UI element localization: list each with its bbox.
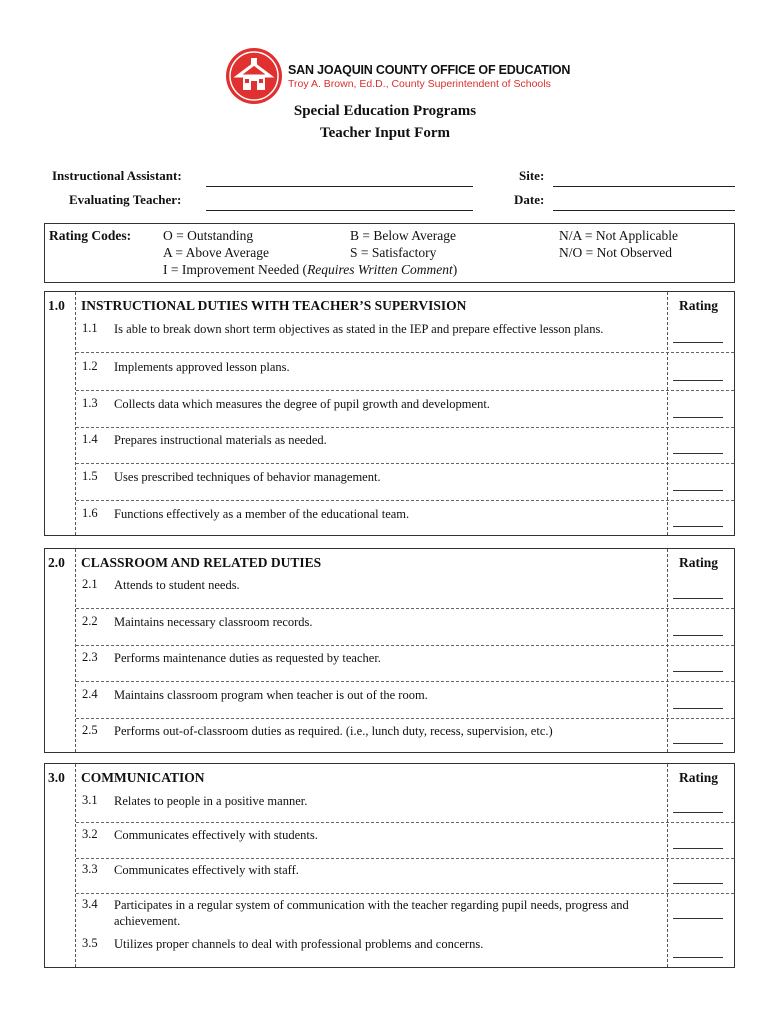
rating-header: Rating	[678, 770, 718, 785]
org-name: SAN JOAQUIN COUNTY OFFICE OF EDUCATION	[288, 62, 571, 77]
rating-input[interactable]	[673, 342, 723, 343]
rating-input[interactable]	[673, 671, 723, 672]
date-field[interactable]	[553, 210, 735, 211]
evaluating-teacher-field[interactable]	[206, 210, 473, 211]
code-not-observed: N/O = Not Observed	[559, 245, 672, 260]
schoolhouse-icon	[226, 48, 282, 104]
code-above-average: A = Above Average	[163, 245, 269, 260]
section-title: INSTRUCTIONAL DUTIES WITH TEACHER’S SUPERVISION	[81, 298, 467, 313]
code-below-average: B = Below Average	[350, 228, 456, 243]
rating-header: Rating	[678, 298, 718, 313]
rating-input[interactable]	[673, 848, 723, 849]
section-instructional-duties: 1.0 INSTRUCTIONAL DUTIES WITH TEACHER’S SUPERVISION Rating 1.1 Is able to break down short term objectives as stated in the IEP and prepare effective lesson plans. 1.2 Implements approved lesson plans. 1.3 Collects data which measures the degree of pupil growth and development. 1.4 Prepares instructional materials as needed. 1.5 Uses prescribed techniques of behavior management. 1.6 Functions effectively as a member of the educational team.	[44, 291, 735, 536]
rating-codes-label: Rating Codes:	[49, 228, 132, 243]
section-classroom-duties: 2.0 CLASSROOM AND RELATED DUTIES Rating 2.1 Attends to student needs. 2.2 Maintains necessary classroom records. 2.3 Performs maintenance duties as requested by teacher. 2.4 Maintains classroom program when teacher is out of the room. 2.5 Performs out-of-classroom duties as required. (i.e., lunch duty, recess, supervision, etc.)	[44, 548, 735, 753]
org-superintendent: Troy A. Brown, Ed.D., County Superintendent of Schools	[288, 77, 551, 90]
section-title: CLASSROOM AND RELATED DUTIES	[81, 555, 322, 570]
rating-input[interactable]	[673, 380, 723, 381]
rating-input[interactable]	[673, 883, 723, 884]
site-field[interactable]	[553, 186, 735, 187]
section-communication: 3.0 COMMUNICATION Rating 3.1 Relates to people in a positive manner. 3.2 Communicates effectively with students. 3.3 Communicates effectively with staff. 3.4 Participates in a regular system of communication with the teacher regarding pupil needs, progress and achievement. 3.5 Utilizes proper channels to deal with professional problems and concerns.	[44, 763, 735, 968]
rating-input[interactable]	[673, 453, 723, 454]
rating-input[interactable]	[673, 812, 723, 813]
rating-input[interactable]	[673, 957, 723, 958]
form-subtitle: Teacher Input Form	[319, 125, 450, 141]
org-logo	[226, 46, 570, 106]
section-number: 2.0	[48, 555, 65, 570]
instructional-assistant-field[interactable]	[206, 186, 473, 187]
rating-input[interactable]	[673, 490, 723, 491]
date-label: Date:	[514, 192, 545, 207]
rating-input[interactable]	[673, 743, 723, 744]
code-not-applicable: N/A = Not Applicable	[559, 228, 678, 243]
code-outstanding: O = Outstanding	[163, 228, 254, 243]
form-title: Special Education Programs	[293, 103, 477, 119]
rating-input[interactable]	[673, 635, 723, 636]
rating-input[interactable]	[673, 526, 723, 527]
code-satisfactory: S = Satisfactory	[350, 245, 437, 260]
site-label: Site:	[519, 168, 545, 183]
section-title: COMMUNICATION	[81, 770, 205, 785]
section-number: 1.0	[48, 298, 65, 313]
rating-codes-box	[44, 223, 735, 283]
evaluating-teacher-label: Evaluating Teacher:	[69, 192, 182, 207]
rating-input[interactable]	[673, 708, 723, 709]
code-improvement-needed: I = Improvement Needed (Requires Written Comment)	[163, 262, 458, 277]
rating-input[interactable]	[673, 918, 723, 919]
rating-input[interactable]	[673, 417, 723, 418]
section-number: 3.0	[48, 770, 65, 785]
instructional-assistant-label: Instructional Assistant:	[52, 168, 182, 183]
rating-header: Rating	[678, 555, 718, 570]
rating-input[interactable]	[673, 598, 723, 599]
